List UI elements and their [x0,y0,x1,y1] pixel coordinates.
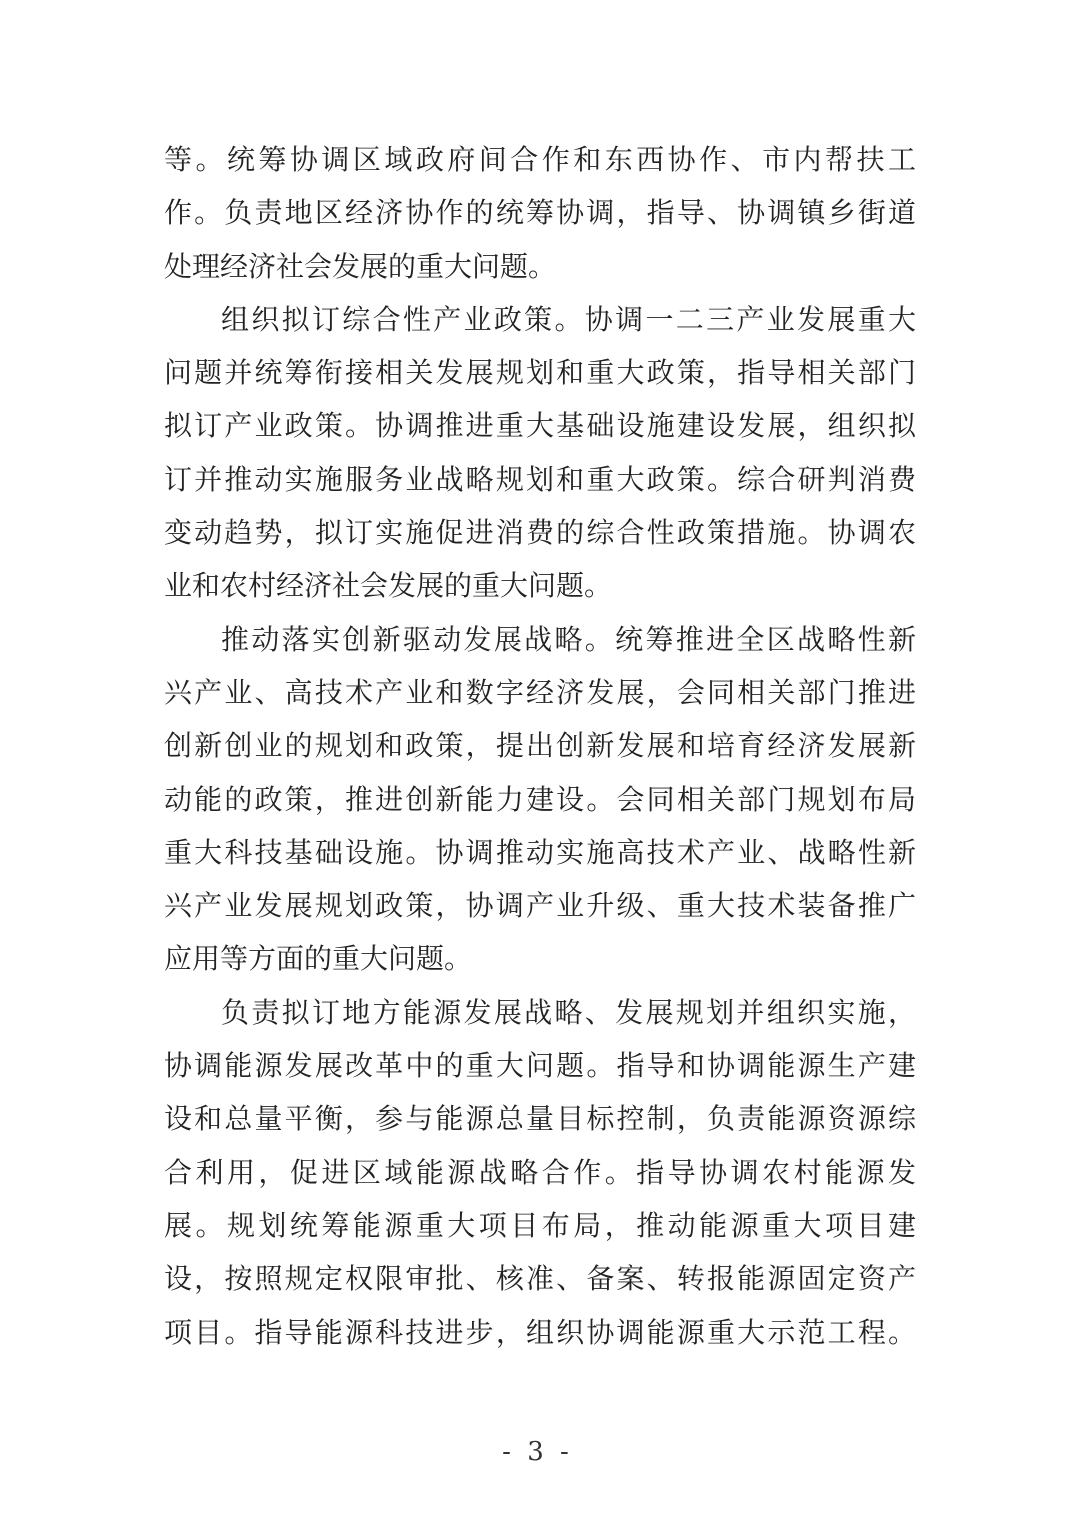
text-line: 拟订产业政策。协调推进重大基础设施建设发展，组织拟 [164,409,916,443]
text-line: 等。统筹协调区域政府间合作和东西协作、市内帮扶工 [164,143,916,176]
paragraph-first-line: 负责拟订地方能源发展战略、发展规划并组织实施， [221,995,916,1029]
body-text [164,133,916,1359]
text-line: 兴产业、高技术产业和数字经济发展，会同相关部门推进 [164,675,916,709]
text-line: 设和总量平衡，参与能源总量目标控制，负责能源资源综 [164,1102,916,1136]
text-line: 设，按照规定权限审批、核准、备案、转报能源固定资产 [164,1262,916,1296]
text-line: 展。规划统筹能源重大项目布局，推动能源重大项目建 [164,1208,916,1242]
text-line: 创新创业的规划和政策，提出创新发展和培育经济发展新 [164,729,916,763]
text-line: 应用等方面的重大问题。 [164,942,473,976]
text-line: 协调能源发展改革中的重大问题。指导和协调能源生产建 [164,1049,916,1083]
text-line: 处理经济社会发展的重大问题。 [164,249,557,283]
text-line: 兴产业发展规划政策，协调产业升级、重大技术装备推广 [164,889,916,923]
text-line: 合利用，促进区域能源战略合作。指导协调农村能源发 [164,1155,916,1189]
text-line: 作。负责地区经济协作的统筹协调，指导、协调镇乡街道 [164,196,916,230]
text-line: 项目。指导能源科技进步，组织协调能源重大示范工程。 [164,1315,916,1349]
text-line: 业和农村经济社会发展的重大问题。 [164,569,613,603]
text-line: 重大科技基础设施。协调推动实施高技术产业、战略性新 [164,835,916,869]
text-line: 动能的政策，推进创新能力建设。会同相关部门规划布局 [164,782,916,816]
text-line: 订并推动实施服务业战略规划和重大政策。综合研判消费 [164,462,916,496]
paragraph-first-line: 组织拟订综合性产业政策。协调一二三产业发展重大 [221,302,916,336]
text-line: 问题并统筹衔接相关发展规划和重大政策，指导相关部门 [164,356,916,390]
paragraph-first-line: 推动落实创新驱动发展战略。统筹推进全区战略性新 [221,622,916,656]
page-number: - 3 - [502,1437,573,1467]
text-line: 变动趋势，拟订实施促进消费的综合性政策措施。协调农 [164,516,916,550]
